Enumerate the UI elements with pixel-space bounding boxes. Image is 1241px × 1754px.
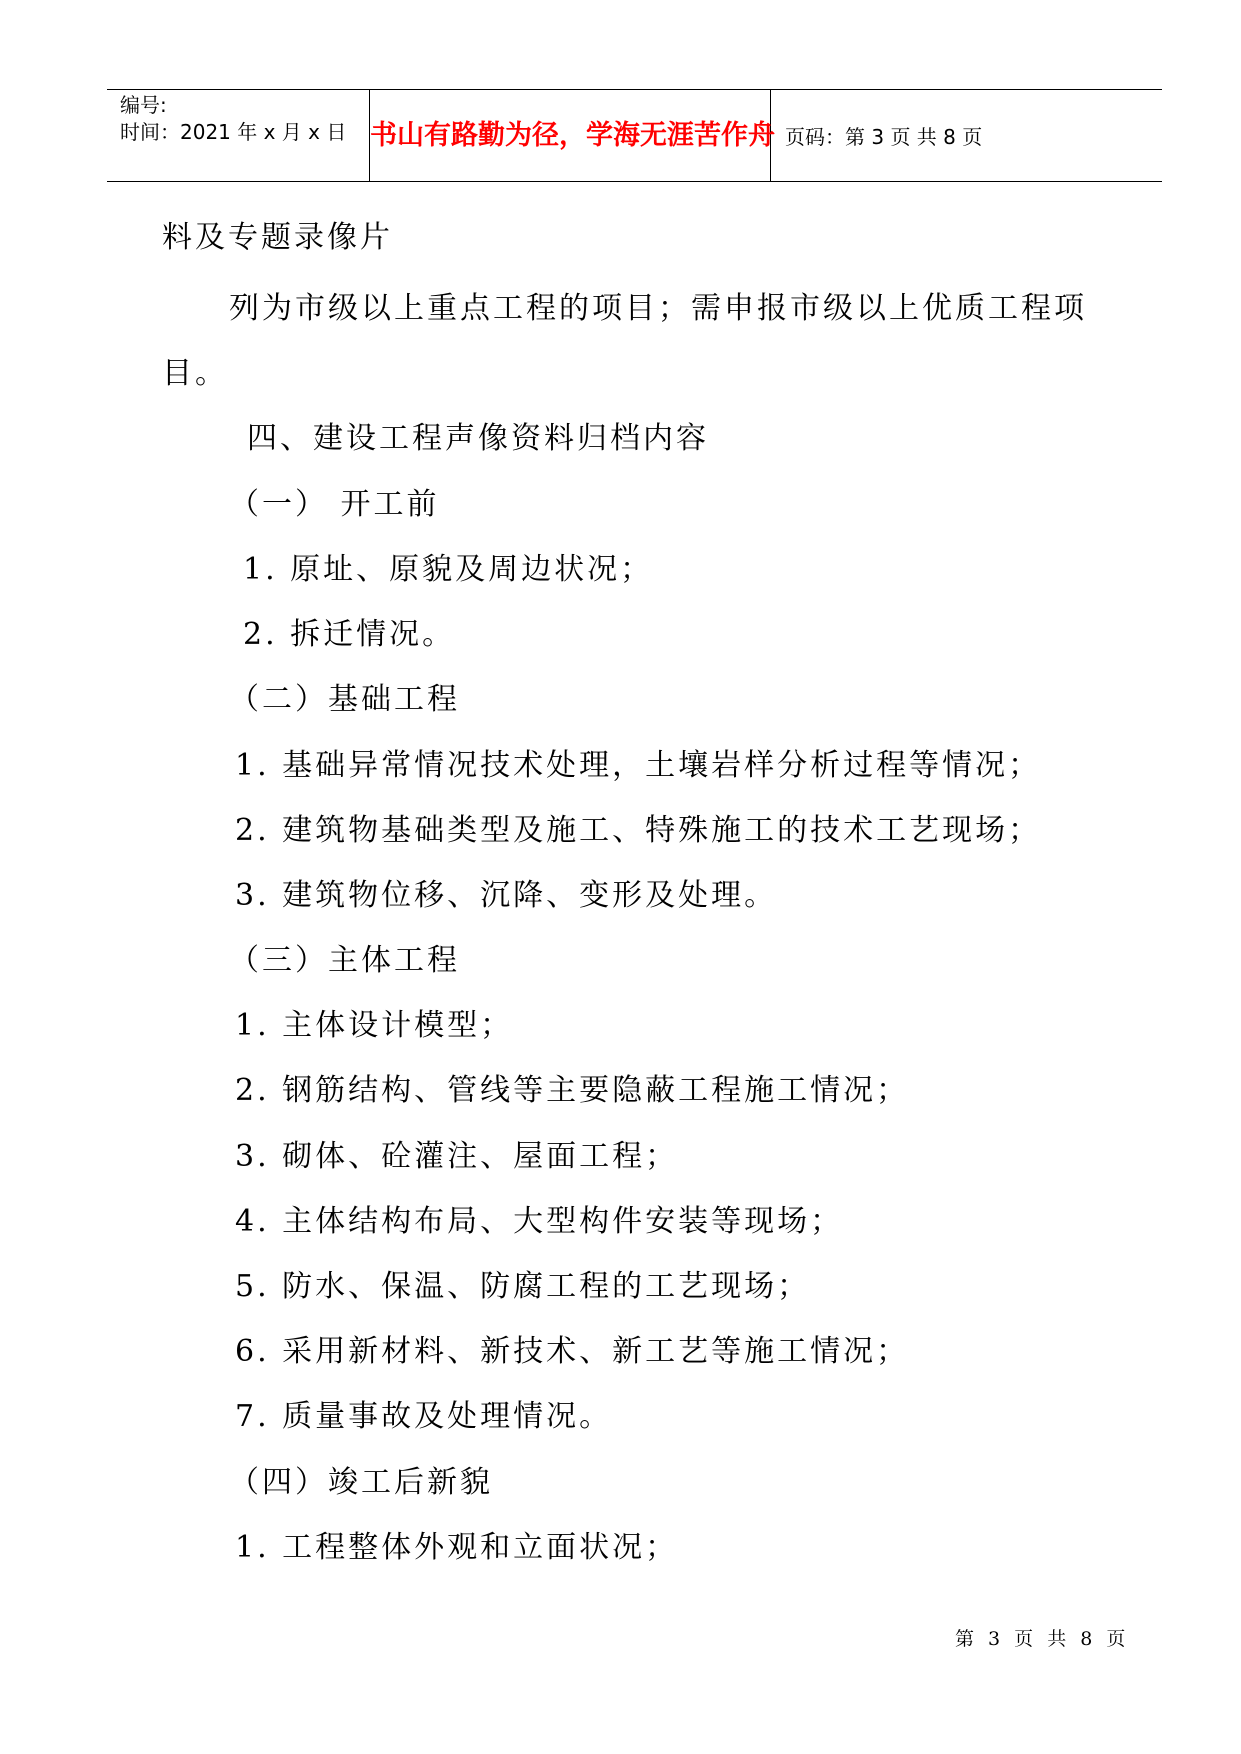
body-line: 目。 xyxy=(162,356,228,391)
header-motto-cell xyxy=(370,90,775,181)
subsection-heading: （一） 开工前 xyxy=(229,487,440,522)
list-item: 6. 采用新材料、新技术、新工艺等施工情况； xyxy=(235,1334,910,1369)
list-item: 2. 建筑物基础类型及施工、特殊施工的技术工艺现场； xyxy=(235,813,1042,848)
list-item: 3. 砌体、砼灌注、屋面工程； xyxy=(235,1139,679,1174)
document-header xyxy=(107,89,1162,182)
list-item: 1. 主体设计模型； xyxy=(235,1008,514,1043)
section-heading: 四、建设工程声像资料归档内容 xyxy=(247,421,709,456)
list-item: 7. 质量事故及处理情况。 xyxy=(235,1399,613,1434)
subsection-heading: （二）基础工程 xyxy=(229,682,460,717)
list-item: 3. 建筑物位移、沉降、变形及处理。 xyxy=(235,878,778,913)
body-line: 料及专题录像片 xyxy=(162,220,393,255)
header-page-cell xyxy=(771,90,1162,181)
motto-text: 书山有路勤为径，学海无涯苦作舟 xyxy=(370,120,775,151)
page-footer: 第 3 页 共 8 页 xyxy=(955,1628,1130,1650)
list-item: 1. 工程整体外观和立面状况； xyxy=(235,1530,679,1565)
list-item: 2. 钢筋结构、管线等主要隐蔽工程施工情况； xyxy=(235,1073,910,1108)
document-number-label: 编号: xyxy=(120,93,167,117)
body-line: 列为市级以上重点工程的项目；需申报市级以上优质工程项 xyxy=(229,291,1087,326)
list-item: 2. 拆迁情况。 xyxy=(243,617,456,652)
list-item: 4. 主体结构布局、大型构件安装等现场； xyxy=(235,1204,844,1239)
document-time-label: 时间：2021 年 x 月 x 日 xyxy=(120,120,347,144)
header-info-cell xyxy=(107,90,370,181)
subsection-heading: （三）主体工程 xyxy=(229,943,460,978)
list-item: 5. 防水、保温、防腐工程的工艺现场； xyxy=(235,1269,811,1304)
header-page-label: 页码：第 3 页 共 8 页 xyxy=(785,125,983,149)
list-item: 1. 基础异常情况技术处理，土壤岩样分析过程等情况； xyxy=(235,748,1042,783)
subsection-heading: （四）竣工后新貌 xyxy=(229,1465,493,1500)
list-item: 1. 原址、原貌及周边状况； xyxy=(243,552,654,587)
